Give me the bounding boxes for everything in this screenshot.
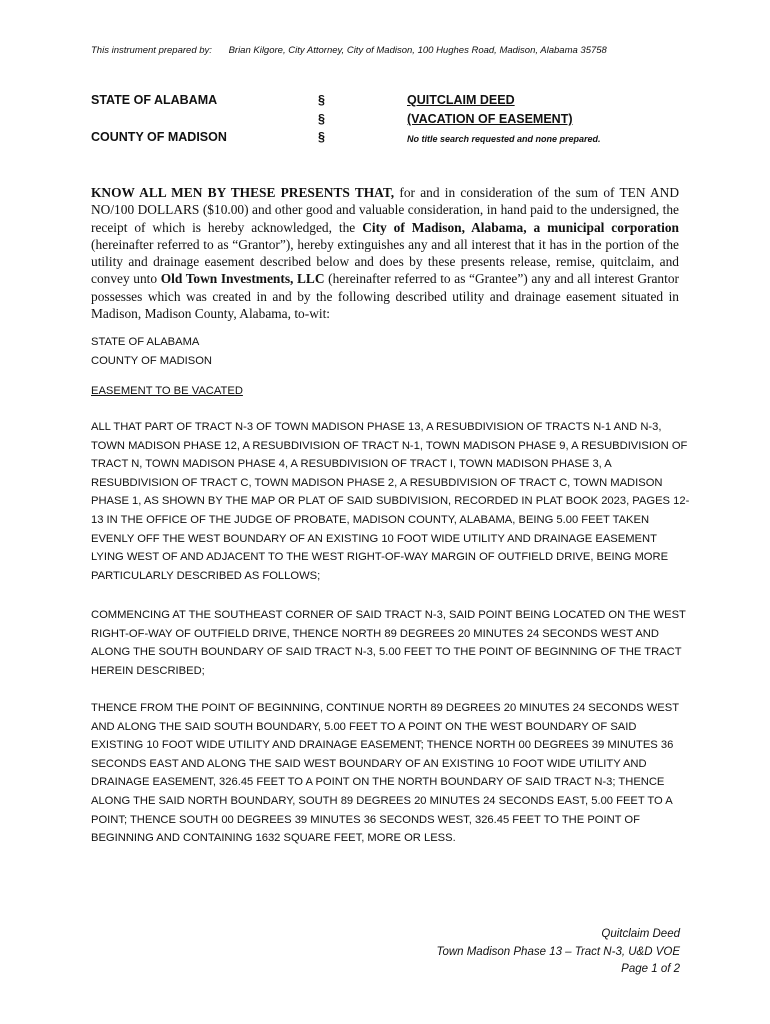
deed-caption — [91, 93, 691, 153]
prepared-by-value: Brian Kilgore, City Attorney, City of Madison, 100 Hughes Road, Madison, Alabama 35758 — [228, 45, 607, 56]
intro-paragraph — [91, 184, 679, 322]
section-symbol: § — [318, 112, 325, 126]
deed-subtitle: (VACATION OF EASEMENT) — [407, 112, 573, 126]
footer-doc-title: Quitclaim Deed — [601, 928, 680, 940]
easement-heading: EASEMENT TO BE VACATED — [91, 385, 243, 397]
section-symbol: § — [318, 93, 325, 107]
caption-state: STATE OF ALABAMA — [91, 93, 218, 107]
intro-text: for and in consideration of the sum of TEN AND NO/100 DOLLARS ($10.00) and other good and valuable consideration, in hand paid to the undersigned, the receipt of which is hereby acknowledged, the — [91, 185, 680, 235]
intro-text: (hereinafter referred to as “Grantee”) any and all interest Grantor possesses which was created in and by the following described utility and drainage easement situated in Madison, Madison County, Alabama, to-wit: — [91, 271, 679, 322]
deed-title: QUITCLAIM DEED — [407, 93, 515, 107]
location-block — [91, 333, 691, 370]
page-number: Page 1 of 2 — [621, 963, 680, 975]
location-county: COUNTY OF MADISON — [91, 354, 212, 367]
title-search-note: No title search requested and none prepared. — [407, 134, 601, 144]
prepared-by-line — [91, 45, 607, 56]
location-state: STATE OF ALABAMA — [91, 336, 200, 348]
caption-county: COUNTY OF MADISON — [91, 130, 227, 144]
intro-lead: KNOW ALL MEN BY THESE PRESENTS THAT, — [91, 185, 395, 200]
legal-description-paragraph: ALL THAT PART OF TRACT N-3 OF TOWN MADISON PHASE 13, A RESUBDIVISION OF TRACTS N-1 AND N-3, TOWN MADISON PHASE 12, A RESUBDIVISION OF TRACT N-1, TOWN MADISON PHASE 9, A RESUBDIVISION OF TRACT N, TOWN MADISON PHASE 4, A RESUBDIVISION OF TRACT I, TOWN MADISON PHASE 3, A RESUBDIVISION OF TRACT C, TOWN MADISON PHASE 2, A RESUBDIVISION OF TRACT C, TOWN MADISON PHASE 1, AS SHOWN BY THE MAP OR PLAT OF SAID SUBDIVISION, RECORDED IN PLAT BOOK 2023, PAGES 12-13 IN THE OFFICE OF THE JUDGE OF PROBATE, MADISON COUNTY, ALABAMA, BEING 5.00 FEET TAKEN EVENLY OFF THE WEST BOUNDARY OF AN EXISTING 10 FOOT WIDE UTILITY AND DRAINAGE EASEMENT LYING WEST OF AND ADJACENT TO THE WEST RIGHT-OF-WAY MARGIN OF OUTFIELD DRIVE, BEING MORE PARTICULARLY DESCRIBED AS FOLLOWS; — [91, 421, 690, 582]
grantor-name: City of Madison, Alabama, a municipal corporation — [362, 219, 679, 235]
prepared-by-label: This instrument prepared by: — [91, 45, 212, 56]
metes-bounds-paragraph: THENCE FROM THE POINT OF BEGINNING, CONTINUE NORTH 89 DEGREES 20 MINUTES 24 SECONDS WEST AND ALONG THE SAID SOUTH BOUNDARY, 5.00 FEET TO A POINT ON THE WEST BOUNDARY OF SAID EXISTING 10 FOOT WIDE UTILITY AND DRAINAGE EASEMENT; THENCE NORTH 00 DEGREES 39 MINUTES 36 SECONDS EAST AND ALONG THE SAID WEST BOUNDARY OF AN EXISTING 10 FOOT WIDE UTILITY AND DRAINAGE EASEMENT, 326.45 FEET TO A POINT ON THE NORTH BOUNDARY OF SAID TRACT N-3; THENCE ALONG THE SAID NORTH BOUNDARY, SOUTH 89 DEGREES 20 MINUTES 24 SECONDS EAST, 5.00 FEET TO A POINT; THENCE SOUTH 00 DEGREES 39 MINUTES 36 SECONDS WEST, 326.45 FEET TO THE POINT OF BEGINNING AND CONTAINING 1632 SQUARE FEET, MORE OR LESS. — [91, 702, 679, 845]
footer-project: Town Madison Phase 13 – Tract N-3, U&D VOE — [436, 945, 680, 958]
commencing-paragraph: COMMENCING AT THE SOUTHEAST CORNER OF SAID TRACT N-3, SAID POINT BEING LOCATED ON THE WEST RIGHT-OF-WAY OF OUTFIELD DRIVE, THENCE NORTH 89 DEGREES 20 MINUTES 24 SECONDS WEST AND ALONG THE SOUTH BOUNDARY OF SAID TRACT N-3, 5.00 FEET TO THE POINT OF BEGINNING OF THE TRACT HEREIN DESCRIBED; — [91, 609, 686, 677]
intro-text: (hereinafter referred to as “Grantor”), hereby extinguishes any and all interest that it has in the portion of the utility and drainage easement described below and does by these presents release, remise, quitclaim, and convey unto — [91, 236, 679, 287]
grantee-name: Old Town Investments, LLC — [160, 271, 325, 287]
section-symbol: § — [318, 130, 325, 144]
page-footer — [436, 926, 680, 979]
